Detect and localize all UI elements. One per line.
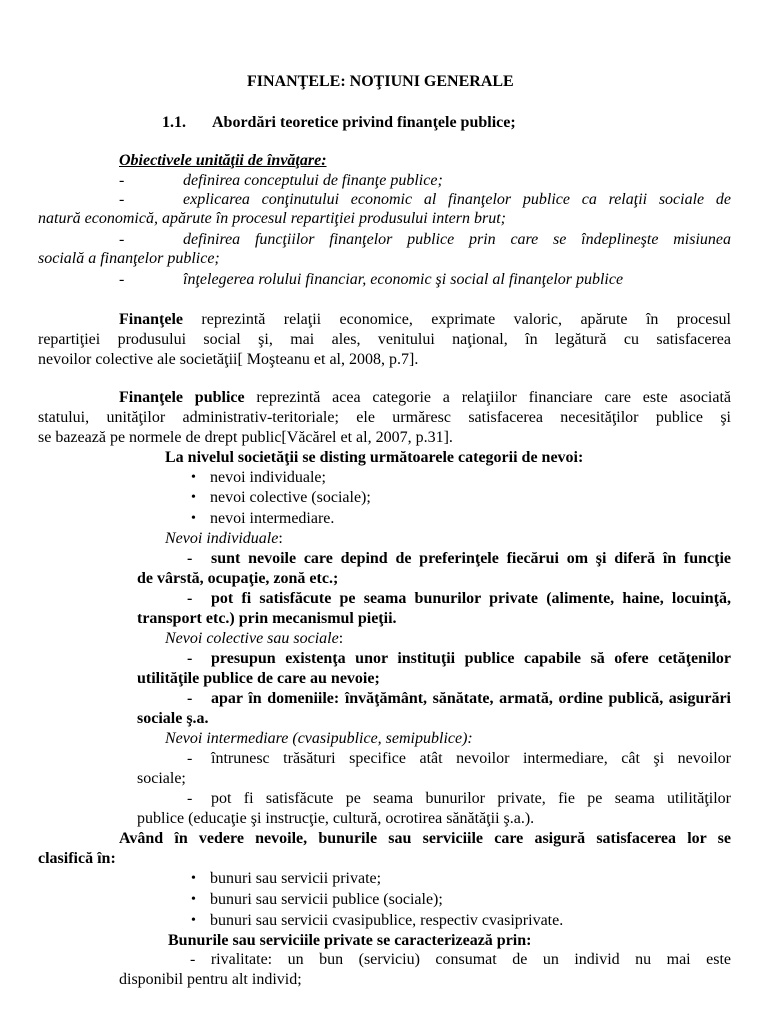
heading-colon: : <box>278 530 283 547</box>
item-dash: - <box>187 750 193 767</box>
intermediate-needs-line: sociale; <box>137 770 186 787</box>
page-title: FINANŢELE: NOŢIUNI GENERALE <box>247 73 514 90</box>
objective-item: definirea conceptului de finanţe publice; <box>183 172 443 189</box>
goods-intro-line: Având în vedere nevoile, bunurile sau serviciile care asigură satisfacerea lor se <box>119 830 731 847</box>
bullet-icon: • <box>191 913 196 928</box>
paragraph-finante-line: nevoilor colective ale societăţii[ Moşteanu et al, 2008, p.7]. <box>38 351 419 368</box>
collective-needs-line: apar în domeniile: învăţământ, sănătate, armată, ordine publică, asigurări <box>211 690 731 707</box>
private-goods-heading: Bunurile sau serviciile private se caracterizează prin: <box>168 932 532 949</box>
individual-needs-label: Nevoi individuale <box>165 530 279 547</box>
objective-item: definirea funcţiilor finanţelor publice prin care se îndeplineşte misiunea <box>183 231 731 248</box>
goods-intro-line: clasifică în: <box>38 850 116 867</box>
objective-dash: - <box>119 271 125 288</box>
objective-item-cont: socială a finanţelor publice; <box>38 250 220 267</box>
objective-dash: - <box>119 191 125 208</box>
collective-needs-line: utilităţile publice de care au nevoie; <box>137 670 380 687</box>
individual-needs-line: transport etc.) prin mecanismul pieţii. <box>137 610 397 627</box>
paragraph-text: reprezintă relaţii economice, exprimate valoric, apărute în procesul <box>201 311 731 328</box>
bullet-icon: • <box>191 892 196 907</box>
objectives-heading: Obiectivele unităţii de învăţare: <box>119 152 327 169</box>
intermediate-needs-line: pot fi satisfăcute pe seama bunurilor private, fie pe seama utilităţilor <box>211 790 731 807</box>
intermediate-needs-line: întrunesc trăsături specifice atât nevoilor intermediare, cât şi nevoilor <box>211 750 731 767</box>
item-dash: - <box>187 690 193 707</box>
rivalry-line: - rivalitate: un bun (serviciu) consumat de un individ nu mai este <box>190 951 731 968</box>
collective-needs-line: presupun existenţa unor instituţii publice capabile să ofere cetăţenilor <box>211 650 731 667</box>
paragraph-finante-publice-line <box>119 388 731 408</box>
intermediate-needs-heading: Nevoi intermediare (cvasipublice, semipublice): <box>165 730 473 747</box>
objective-item-cont: natură economică, apărute în procesul repartiţiei produsului intern brut; <box>38 210 506 227</box>
individual-needs-heading <box>165 529 283 549</box>
item-dash: - <box>187 550 193 567</box>
bullet-icon: • <box>191 490 196 505</box>
collective-needs-label: Nevoi colective sau sociale <box>165 630 339 647</box>
goods-list-item: bunuri sau servicii private; <box>210 870 382 887</box>
collective-needs-heading <box>165 629 343 649</box>
heading-colon: : <box>338 630 344 647</box>
needs-list-item: nevoi intermediare. <box>210 510 335 527</box>
term-finantele-publice: Finanţele publice <box>119 389 245 406</box>
individual-needs-line: de vârstă, ocupaţie, zonă etc.; <box>137 570 339 587</box>
paragraph-finante-publice-line: statului, unităţilor administrativ-teritoriale; ele urmăresc satisfacerea necesităţilor publice şi <box>38 409 731 426</box>
collective-needs-line: sociale ş.a. <box>137 710 209 727</box>
objective-dash: - <box>119 231 125 248</box>
intermediate-needs-line: publice (educaţie şi instrucţie, cultură, ocrotirea sănătăţii ş.a.). <box>137 810 535 827</box>
needs-list-item: nevoi individuale; <box>210 469 326 486</box>
individual-needs-line: pot fi satisfăcute pe seama bunurilor private (alimente, haine, locuinţă, <box>211 590 731 607</box>
section-heading: Abordări teoretice privind finanţele publice; <box>212 114 516 131</box>
item-dash: - <box>187 590 193 607</box>
term-finantele: Finanţele <box>119 311 183 328</box>
goods-list-item: bunuri sau servicii publice (sociale); <box>210 891 443 908</box>
section-number: 1.1. <box>162 114 186 131</box>
rivalry-line: disponibil pentru alt individ; <box>119 971 302 988</box>
paragraph-finante-line: repartiţiei produsului social şi, mai ales, venitului naţional, în legătură cu satisfacerea <box>38 331 731 348</box>
paragraph-finante-line <box>119 310 731 330</box>
objective-dash: - <box>119 172 125 189</box>
objective-item: explicarea conţinutului economic al finanţelor publice ca relaţii sociale de <box>183 191 731 208</box>
goods-list-item: bunuri sau servicii cvasipublice, respectiv cvasiprivate. <box>210 912 564 929</box>
item-dash: - <box>187 650 193 667</box>
bullet-icon: • <box>191 470 196 485</box>
item-dash: - <box>187 790 193 807</box>
bullet-icon: • <box>191 871 196 886</box>
needs-intro: La nivelul societăţii se disting următoarele categorii de nevoi: <box>165 449 584 466</box>
objective-item: înţelegerea rolului financiar, economic şi social al finanţelor publice <box>183 271 624 288</box>
needs-list-item: nevoi colective (sociale); <box>210 489 371 506</box>
paragraph-text: reprezintă acea categorie a relaţiilor financiare care este asociată <box>256 389 732 406</box>
paragraph-finante-publice-line: se bazează pe normele de drept public[Văcărel et al, 2007, p.31]. <box>38 429 453 446</box>
bullet-icon: • <box>191 511 196 526</box>
individual-needs-line: sunt nevoile care depind de preferinţele fiecărui om şi diferă în funcţie <box>211 550 731 567</box>
